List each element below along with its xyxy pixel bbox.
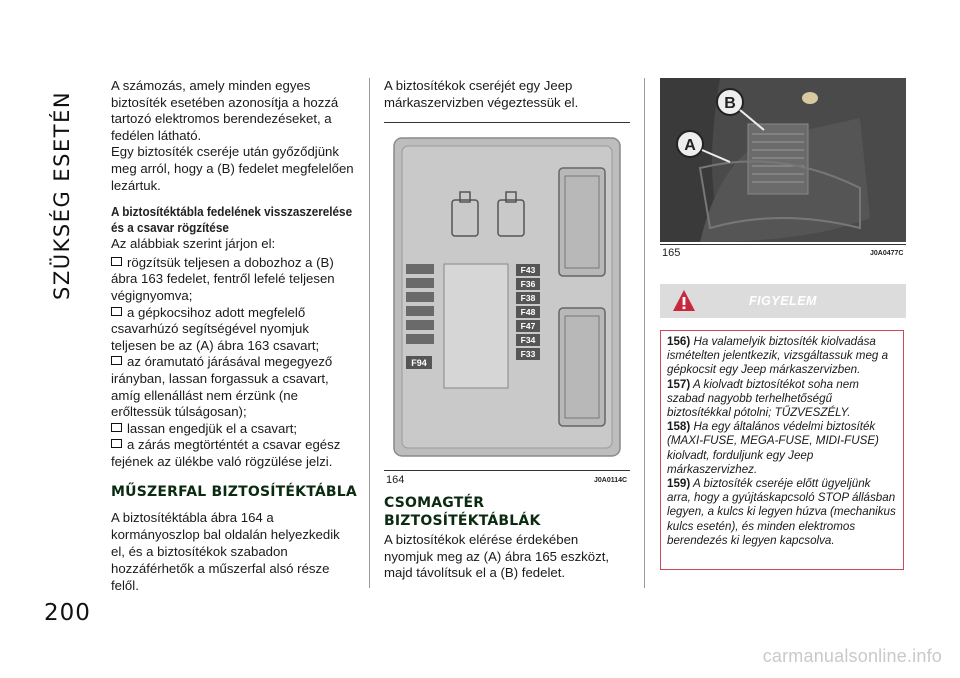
section-heading: CSOMAGTÉR BIZTOSÍTÉKTÁBLÁK xyxy=(384,495,541,529)
fuse-label: F33 xyxy=(520,349,536,359)
checkbox-bullet-icon xyxy=(111,356,122,365)
column-divider xyxy=(369,78,370,588)
fuse-label: F48 xyxy=(520,307,536,317)
subheading: A biztosítéktábla fedelének visszaszerelése és a csavar rögzítése xyxy=(111,205,353,236)
paragraph: A biztosítékok elérése érdekében nyomjuk meg az (A) ábra 165 eszközt, majd távolítsuk el a (B) fedelet. xyxy=(384,532,610,581)
page-number: 200 xyxy=(44,600,91,626)
figure-code: J0A0114C xyxy=(594,477,628,484)
fuse-box-diagram xyxy=(384,128,630,464)
callout-label-b: B xyxy=(724,95,736,112)
checkbox-bullet-icon xyxy=(111,439,122,448)
instruction: Az alábbiak szerint járjon el: xyxy=(111,236,276,252)
list-item: a zárás megtörténtét a csavar egész fejének az ülékbe való rögzülése jelzi. xyxy=(111,437,341,469)
list-item: az óramutató járásával megegyező irányban, lassan forgassuk a csavart, amíg ellenállást nem érzünk (ne erőltessük túlságosan); xyxy=(111,354,333,420)
trunk-fuse-photo xyxy=(660,78,906,242)
warning-body xyxy=(660,330,904,570)
fuse-label: F38 xyxy=(520,293,536,303)
figure-rule-bottom xyxy=(384,470,630,471)
figure-code: J0A0477C xyxy=(870,250,904,257)
checkbox-bullet-icon xyxy=(111,423,122,432)
fuse-label: F47 xyxy=(520,321,536,331)
list-item: rögzítsük teljesen a dobozhoz a (B) ábra 163 fedelet, fentről lefelé teljesen végignyomva; xyxy=(111,254,335,303)
warning-item: 159) A biztosíték cseréje előtt ügyeljünk arra, hogy a gyújtáskapcsoló STOP állásban legyen, a kulcs ki legyen húzva (mechanikus kulcs esetén), és minden elektromos berendezés ki legyen kapcsolva. xyxy=(667,477,896,547)
paragraph: A számozás, amely minden egyes biztosíték esetében azonosítja a hozzá tartozó elektromos berendezéseket, a fedélen látható. xyxy=(111,78,339,143)
figure-number: 165 xyxy=(662,247,681,259)
figure-rule-bottom xyxy=(660,244,906,245)
column-middle xyxy=(384,78,630,111)
checkbox-bullet-icon xyxy=(111,257,122,266)
section-heading: MŰSZERFAL BIZTOSÍTÉKTÁBLA xyxy=(111,484,357,501)
fuse-label: F36 xyxy=(520,279,536,289)
column-left xyxy=(111,78,357,594)
list-item: a gépkocsihoz adott megfelelő csavarhúzó segítségével nyomjuk teljesen be az (A) ábra 163 csavart; xyxy=(111,304,320,353)
watermark: carmanualsonline.info xyxy=(762,646,942,666)
figure-rule-top xyxy=(384,122,630,123)
paragraph: Egy biztosíték cseréje után győződjünk meg arról, hogy a (B) fedelet megfelelően lezártuk. xyxy=(111,144,354,193)
figure-number: 164 xyxy=(386,474,405,486)
paragraph: A biztosítéktábla ábra 164 a kormányoszlop bal oldalán helyezkedik el, és a biztosítékok szabadon hozzáférhetők a műszerfal alsó része felől. xyxy=(111,510,340,594)
fuse-label: F34 xyxy=(520,335,536,345)
column-middle-lower xyxy=(384,494,630,582)
fuse-label: F43 xyxy=(520,265,536,275)
warning-item: 156) Ha valamelyik biztosíték kiolvadása ismételten jelentkezik, vizsgáltassuk meg a gépkocsit egy Jeep márkaszervizben. xyxy=(667,335,889,377)
checkbox-bullet-icon xyxy=(111,307,122,316)
column-divider xyxy=(644,78,645,588)
callout-label-a: A xyxy=(684,137,696,154)
warning-item: 157) A kiolvadt biztosítékot soha nem szabad nagyobb terhelhetőségű biztosítékkal pótolni; TŰZVESZÉLY. xyxy=(667,377,859,420)
warning-title: FIGYELEM xyxy=(749,294,817,308)
warning-header xyxy=(660,284,906,318)
list-item: lassan engedjük el a csavart; xyxy=(111,421,357,438)
paragraph: A biztosítékok cseréjét egy Jeep márkaszervizben végeztessük el. xyxy=(384,78,579,110)
warning-item: 158) Ha egy általános védelmi biztosíték (MAXI-FUSE, MEGA-FUSE, MIDI-FUSE) kiolvadt, forduljunk egy Jeep márkaszervizhez. xyxy=(667,420,879,476)
fuse-label-f94: F94 xyxy=(411,358,427,368)
chapter-title: SZÜKSÉG ESETÉN xyxy=(50,90,74,300)
